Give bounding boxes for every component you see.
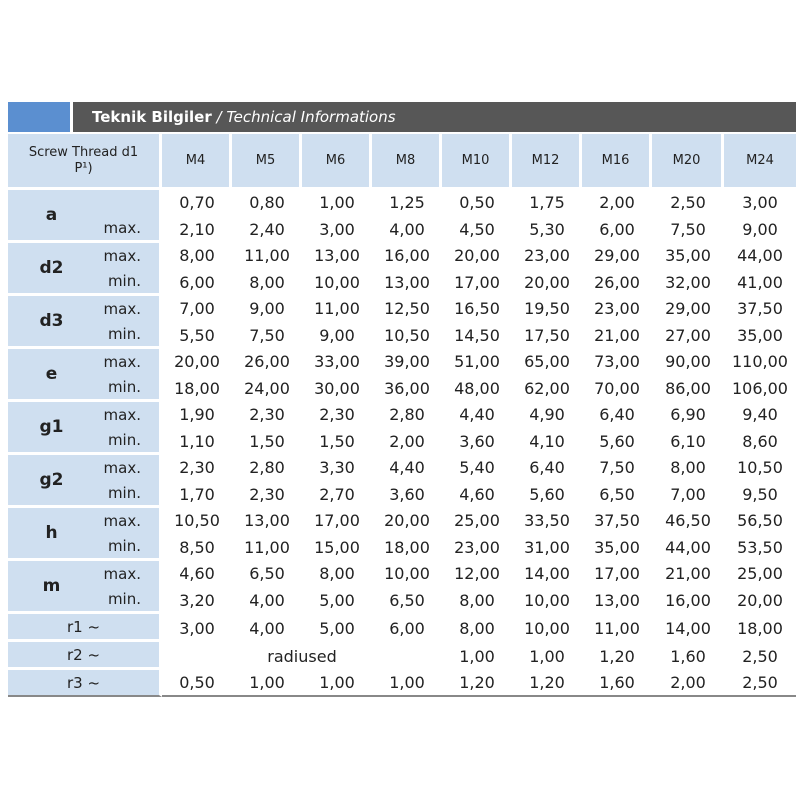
table-row-r1 (8, 614, 796, 642)
table-cell: 9,50 (742, 484, 778, 504)
table-cell: 4,00 (249, 590, 285, 610)
table-cell: 70,00 (594, 378, 640, 398)
table-cell: 21,00 (665, 564, 711, 583)
table-cell: 2,40 (249, 219, 285, 239)
table-cell: 17,00 (454, 272, 500, 292)
table-cell: 3,60 (389, 484, 425, 504)
table-cell: 5,00 (319, 618, 355, 638)
table-cell: 8,60 (742, 431, 778, 451)
table-cell: 20,00 (384, 511, 430, 530)
table-cell: 65,00 (524, 352, 570, 371)
table-cell: 1,00 (529, 646, 565, 666)
table-row (8, 427, 796, 455)
table-cell: 7,50 (670, 219, 706, 239)
table-cell: 0,70 (179, 193, 215, 212)
table-cell: 1,00 (459, 646, 495, 666)
table-cell: 4,60 (179, 564, 215, 583)
table-cell: 6,50 (249, 564, 285, 583)
size-header: M4 (162, 134, 232, 190)
parameter-label: d2 (8, 243, 95, 296)
size-header: M24 (724, 134, 796, 190)
table-cell: 10,50 (384, 325, 430, 345)
table-cell: 5,60 (599, 431, 635, 451)
table-cell: 6,50 (389, 590, 425, 610)
table-row (8, 561, 796, 586)
limit-qualifier: max. (95, 561, 162, 586)
table-cell: 4,40 (459, 405, 495, 424)
table-cell: 0,50 (459, 193, 495, 212)
table-cell: 33,00 (314, 352, 360, 371)
title-banner (8, 102, 796, 132)
table-cell: 36,00 (384, 378, 430, 398)
table-cell: 10,00 (384, 564, 430, 583)
table-cell: 1,50 (249, 431, 285, 451)
table-cell: 11,00 (244, 537, 290, 557)
size-header: M6 (302, 134, 372, 190)
table-cell: 1,20 (512, 670, 582, 697)
table-cell: 8,00 (459, 590, 495, 610)
limit-qualifier: max. (95, 243, 162, 268)
corner-label-line1: Screw Thread d1 (28, 144, 139, 160)
banner-accent-swatch (8, 102, 70, 132)
table-cell: 23,00 (524, 246, 570, 265)
limit-qualifier: max. (95, 508, 162, 533)
table-cell: 1,00 (372, 670, 442, 697)
table-row (8, 268, 796, 296)
limit-qualifier: max. (95, 215, 162, 243)
table-cell: 14,50 (454, 325, 500, 345)
table-cell: 17,00 (314, 511, 360, 530)
limit-qualifier: min. (95, 374, 162, 402)
table-cell: 4,90 (529, 405, 565, 424)
table-cell: 24,00 (244, 378, 290, 398)
table-cell: 20,00 (174, 352, 220, 371)
size-header: M20 (652, 134, 724, 190)
table-cell: 20,00 (524, 272, 570, 292)
table-row (8, 321, 796, 349)
table-cell: 6,00 (389, 618, 425, 638)
table-cell: 10,00 (314, 272, 360, 292)
table-cell: 9,00 (742, 219, 778, 239)
table-cell: 44,00 (737, 246, 783, 265)
table-cell: 2,00 (389, 431, 425, 451)
table-cell: 11,00 (314, 299, 360, 318)
table-row (8, 349, 796, 374)
table-cell: 8,00 (319, 564, 355, 583)
table-cell: 14,00 (524, 564, 570, 583)
table-cell: 13,00 (594, 590, 640, 610)
table-cell: 2,00 (599, 193, 635, 212)
table-cell: 11,00 (244, 246, 290, 265)
table-cell: 12,50 (384, 299, 430, 318)
limit-qualifier: min. (95, 427, 162, 455)
header-row (8, 134, 796, 190)
table-cell: 4,60 (459, 484, 495, 504)
table-body (8, 190, 796, 697)
parameter-label: a (8, 190, 95, 243)
table-cell: 2,50 (742, 646, 778, 666)
corner-label-line2: P¹) (74, 160, 93, 176)
table-cell: 5,50 (179, 325, 215, 345)
table-cell: 15,00 (314, 537, 360, 557)
table-cell: 106,00 (732, 378, 788, 398)
table-cell: 27,00 (665, 325, 711, 345)
parameter-label: d3 (8, 296, 95, 349)
table-cell: 1,00 (232, 670, 302, 697)
table-cell: 10,50 (737, 458, 783, 477)
table-cell: 2,80 (389, 405, 425, 424)
row-label-r2: r2 ~ (8, 642, 162, 670)
table-cell: 6,40 (599, 405, 635, 424)
table-cell: 4,50 (459, 219, 495, 239)
table-cell: 17,50 (524, 325, 570, 345)
size-header: M5 (232, 134, 302, 190)
table-cell: 39,00 (384, 352, 430, 371)
table-cell: 11,00 (594, 618, 640, 638)
title-turkish: Teknik Bilgiler (92, 108, 212, 126)
banner-title-bar (73, 102, 796, 132)
table-cell: 2,80 (249, 458, 285, 477)
limit-qualifier: min. (95, 480, 162, 508)
parameter-label: g1 (8, 402, 95, 455)
parameter-label: e (8, 349, 95, 402)
table-cell: 6,90 (670, 405, 706, 424)
table-cell: 1,20 (442, 670, 512, 697)
table-row-r3 (8, 670, 796, 697)
table-cell: 90,00 (665, 352, 711, 371)
table-cell: 18,00 (737, 618, 783, 638)
table-cell: 19,50 (524, 299, 570, 318)
limit-qualifier: min. (95, 533, 162, 561)
table-cell: 6,50 (599, 484, 635, 504)
limit-qualifier: max. (95, 455, 162, 480)
table-cell: 3,60 (459, 431, 495, 451)
table-cell: 46,50 (665, 511, 711, 530)
table-cell: 35,00 (737, 325, 783, 345)
size-header: M16 (582, 134, 652, 190)
table-cell: 6,00 (179, 272, 215, 292)
table-cell: 4,10 (529, 431, 565, 451)
table-cell: 1,00 (319, 193, 355, 212)
table-cell: 1,10 (179, 431, 215, 451)
table-cell: 26,00 (244, 352, 290, 371)
size-header: M10 (442, 134, 512, 190)
table-cell: 8,50 (179, 537, 215, 557)
table-cell: 6,10 (670, 431, 706, 451)
table-row (8, 586, 796, 614)
table-cell: 17,00 (594, 564, 640, 583)
table-cell: 4,00 (249, 618, 285, 638)
table-cell: 12,00 (454, 564, 500, 583)
table-cell: 32,00 (665, 272, 711, 292)
table-cell: 2,50 (724, 670, 796, 697)
row-label-r3: r3 ~ (8, 670, 162, 697)
table-row (8, 508, 796, 533)
table-cell: 21,00 (594, 325, 640, 345)
table-cell: 2,10 (179, 219, 215, 239)
limit-qualifier: min. (95, 321, 162, 349)
limit-qualifier: min. (95, 268, 162, 296)
table-cell: 26,00 (594, 272, 640, 292)
table-row (8, 374, 796, 402)
table-cell: 20,00 (737, 590, 783, 610)
table-cell: 35,00 (594, 537, 640, 557)
table-row (8, 296, 796, 321)
table-cell: 7,50 (249, 325, 285, 345)
table-cell: 56,50 (737, 511, 783, 530)
table-cell: 41,00 (737, 272, 783, 292)
limit-qualifier (95, 190, 162, 215)
table-cell: 1,60 (582, 670, 652, 697)
table-cell: 1,00 (302, 670, 372, 697)
table-cell: 1,60 (670, 646, 706, 666)
table-cell: 4,00 (389, 219, 425, 239)
table-cell: 6,40 (529, 458, 565, 477)
table-cell: 10,00 (524, 590, 570, 610)
table-cell: 6,00 (599, 219, 635, 239)
table-cell: 14,00 (665, 618, 711, 638)
limit-qualifier: max. (95, 296, 162, 321)
table-cell: 1,90 (179, 405, 215, 424)
table-cell: 0,50 (162, 670, 232, 697)
table-cell: 3,00 (179, 618, 215, 638)
table-cell: 16,00 (384, 246, 430, 265)
table-cell: 23,00 (594, 299, 640, 318)
table-cell: 2,70 (319, 484, 355, 504)
title-english: Technical Informations (226, 108, 396, 126)
row-label-r1: r1 ~ (8, 614, 162, 642)
table-cell: 5,30 (529, 219, 565, 239)
table-cell: 2,30 (249, 405, 285, 424)
table-cell: 1,75 (529, 193, 565, 212)
table-cell: 37,50 (594, 511, 640, 530)
radiused-cell: radiused (267, 646, 337, 666)
table-cell: 1,25 (389, 193, 425, 212)
table-cell: 8,00 (249, 272, 285, 292)
table-cell: 4,40 (389, 458, 425, 477)
limit-qualifier: max. (95, 349, 162, 374)
corner-header-cell (8, 134, 162, 190)
table-row (8, 455, 796, 480)
table-cell: 18,00 (174, 378, 220, 398)
table-cell: 3,00 (742, 193, 778, 212)
table-cell: 7,00 (179, 299, 215, 318)
table-cell: 2,30 (319, 405, 355, 424)
table-cell: 110,00 (732, 352, 788, 371)
table-cell: 31,00 (524, 537, 570, 557)
table-row (8, 533, 796, 561)
table-row-r2 (8, 642, 796, 670)
parameter-label: m (8, 561, 95, 614)
table-cell: 1,50 (319, 431, 355, 451)
limit-qualifier: max. (95, 402, 162, 427)
table-cell: 3,20 (179, 590, 215, 610)
size-header: M12 (512, 134, 582, 190)
table-row (8, 243, 796, 268)
table-cell: 2,50 (670, 193, 706, 212)
table-cell: 5,60 (529, 484, 565, 504)
table-cell: 3,00 (319, 219, 355, 239)
table-cell: 8,00 (670, 458, 706, 477)
table-cell: 1,20 (599, 646, 635, 666)
table-cell: 9,40 (742, 405, 778, 424)
table-cell: 35,00 (665, 246, 711, 265)
table-cell: 53,50 (737, 537, 783, 557)
table-row (8, 480, 796, 508)
table-cell: 5,40 (459, 458, 495, 477)
table-cell: 51,00 (454, 352, 500, 371)
technical-data-table (8, 134, 796, 697)
table-cell: 25,00 (737, 564, 783, 583)
table-cell: 13,00 (244, 511, 290, 530)
table-cell: 37,50 (737, 299, 783, 318)
table-cell: 10,50 (174, 511, 220, 530)
table-cell: 86,00 (665, 378, 711, 398)
table-cell: 16,50 (454, 299, 500, 318)
table-cell: 8,00 (179, 246, 215, 265)
parameter-label: g2 (8, 455, 95, 508)
table-cell: 8,00 (459, 618, 495, 638)
table-cell: 18,00 (384, 537, 430, 557)
table-cell: 48,00 (454, 378, 500, 398)
table-cell: 9,00 (319, 325, 355, 345)
title-separator: / (211, 108, 227, 126)
table-cell: 29,00 (665, 299, 711, 318)
table-cell: 1,70 (179, 484, 215, 504)
table-cell: 13,00 (314, 246, 360, 265)
table-cell: 2,00 (652, 670, 724, 697)
table-cell: 10,00 (524, 618, 570, 638)
table-cell: 5,00 (319, 590, 355, 610)
table-cell: 7,50 (599, 458, 635, 477)
table-cell: 3,30 (319, 458, 355, 477)
table-cell: 0,80 (249, 193, 285, 212)
table-cell: 9,00 (249, 299, 285, 318)
table-cell: 16,00 (665, 590, 711, 610)
table-cell: 44,00 (665, 537, 711, 557)
table-cell: 25,00 (454, 511, 500, 530)
table-cell: 62,00 (524, 378, 570, 398)
table-cell: 29,00 (594, 246, 640, 265)
table-cell: 23,00 (454, 537, 500, 557)
table-cell: 2,30 (249, 484, 285, 504)
table-cell: 73,00 (594, 352, 640, 371)
table-cell: 20,00 (454, 246, 500, 265)
table-cell: 13,00 (384, 272, 430, 292)
table-cell: 7,00 (670, 484, 706, 504)
table-row (8, 215, 796, 243)
table-cell: 30,00 (314, 378, 360, 398)
table-cell: 2,30 (179, 458, 215, 477)
table-cell: 33,50 (524, 511, 570, 530)
size-header: M8 (372, 134, 442, 190)
parameter-label: h (8, 508, 95, 561)
table-row (8, 190, 796, 215)
table-row (8, 402, 796, 427)
limit-qualifier: min. (95, 586, 162, 614)
